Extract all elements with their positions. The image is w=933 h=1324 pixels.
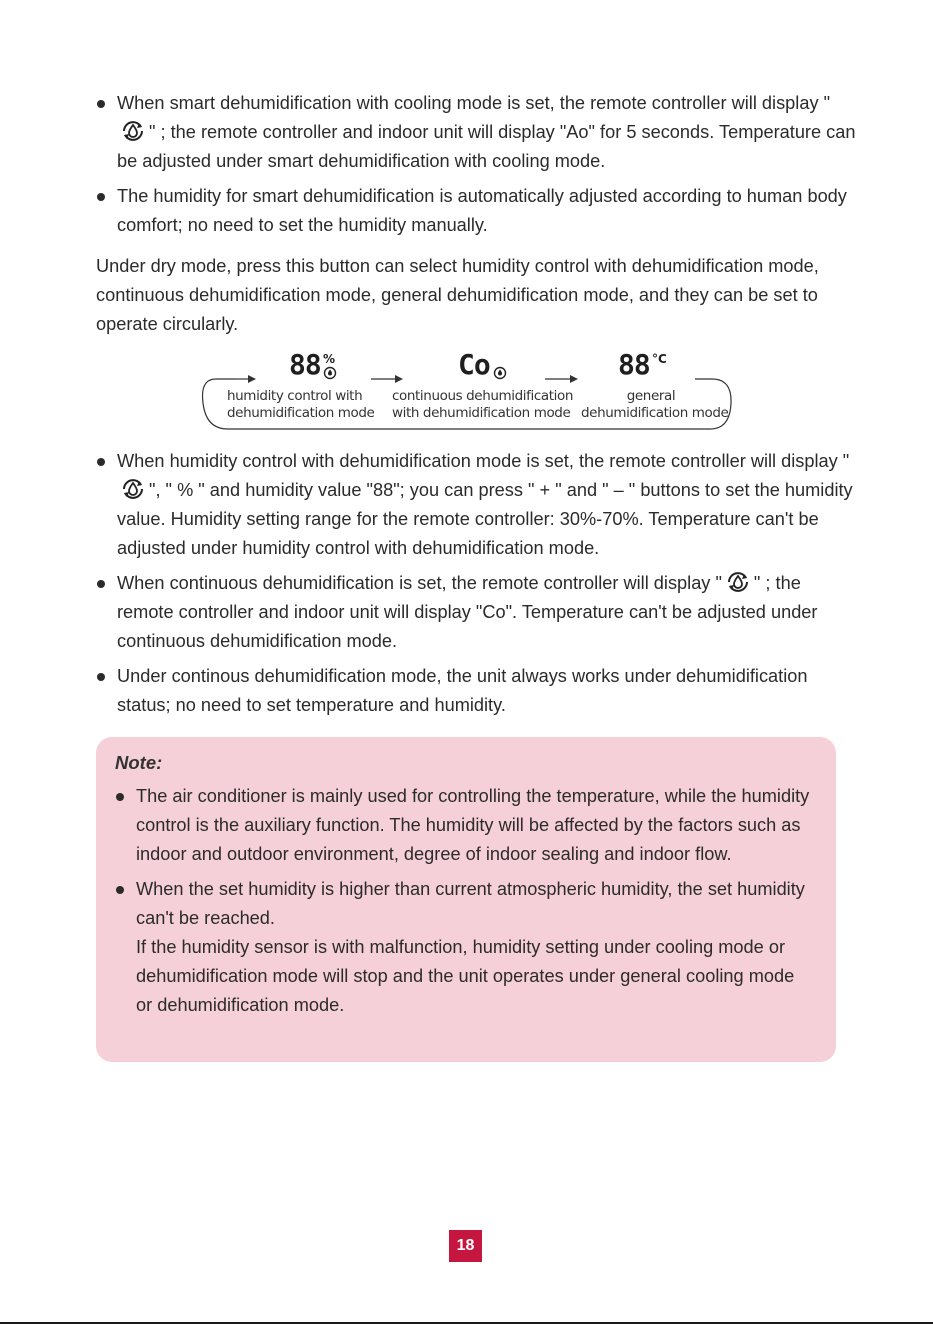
dehumidify-icon xyxy=(119,477,147,501)
label-continuous xyxy=(392,388,573,422)
note-title: Note: xyxy=(115,752,163,773)
label-line: humidity control with xyxy=(227,388,363,404)
mode-bullet-list xyxy=(96,447,856,726)
bullet-text: " ; the remote controller and indoor unit will display "Co". Temperature can't be adjusted under continuous dehumidification mode. xyxy=(117,573,818,651)
bullet-text: ", " % " and humidity value "88"; you can press " + " and " – " buttons to set the humidity value. Humidity setting range for the remote controller: 30%-70%. Temperature can't be adjusted under humidity control with dehumidification mode. xyxy=(117,480,853,558)
bullet-text: When humidity control with dehumidification mode is set, the remote controller will display " xyxy=(117,451,850,471)
label-line: continuous dehumidification xyxy=(392,388,574,404)
mode-cycle-diagram xyxy=(200,345,735,433)
bullet-text: Under continous dehumidification mode, the unit always works under dehumidification status; no need to set temperature and humidity. xyxy=(117,666,808,715)
dehumidify-icon xyxy=(493,366,507,380)
top-bullet-list xyxy=(96,89,856,246)
bullet-humidity-control-mode xyxy=(96,447,856,563)
note-extra-paragraph: If the humidity sensor is with malfunction, humidity setting under cooling mode or dehumidification mode will stop and the unit operates under general cooling mode or dehumidification mode. xyxy=(136,937,795,1015)
page-number: 18 xyxy=(449,1230,482,1262)
note-bullet xyxy=(115,875,815,1020)
note-bullet-list xyxy=(115,782,815,1020)
dehumidify-icon xyxy=(724,570,752,594)
note-box xyxy=(96,737,836,1062)
bullet-smart-dehumidification xyxy=(96,89,856,176)
label-line: dehumidification mode xyxy=(227,405,375,421)
label-line: with dehumidification mode xyxy=(392,405,571,421)
dehumidify-icon xyxy=(323,366,337,380)
bullet-text: The humidity for smart dehumidification is automatically adjusted according to human body comfort; no need to set the humidity manually. xyxy=(117,186,847,235)
bullet-continuous-mode xyxy=(96,569,856,656)
bullet-text: " ; the remote controller and indoor unit will display "Ao" for 5 seconds. Temperature can be adjusted under smart dehumidification with cooling mode. xyxy=(117,122,856,171)
bullet-text: When continuous dehumidification is set, the remote controller will display " xyxy=(117,573,722,593)
label-line: general xyxy=(626,388,676,404)
display-continuous-code: Co xyxy=(458,348,490,381)
dry-mode-paragraph: Under dry mode, press this button can select humidity control with dehumidification mode, continuous dehumidification mode, general dehumidification mode, and they can be set to operate circularly. xyxy=(96,256,819,334)
label-line: dehumidification mode xyxy=(581,405,729,421)
note-bullet xyxy=(115,782,815,869)
label-humidity-control xyxy=(227,388,374,422)
dehumidify-icon xyxy=(119,119,147,143)
bullet-continuous-status xyxy=(96,662,856,720)
display-humidity-value: 88 xyxy=(289,348,321,381)
bullet-humidity-auto xyxy=(96,182,856,240)
display-temperature-value: 88 xyxy=(618,348,650,381)
percent-unit: % xyxy=(323,352,336,366)
note-text: The air conditioner is mainly used for controlling the temperature, while the humidity control is the auxiliary function. The humidity will be affected by the factors such as indoor and outdoor environment, degree of indoor sealing and indoor flow. xyxy=(136,786,810,864)
label-general xyxy=(581,388,729,422)
bullet-text: When smart dehumidification with cooling mode is set, the remote controller will display " xyxy=(117,93,831,113)
note-text: When the set humidity is higher than current atmospheric humidity, the set humidity can't be reached. xyxy=(136,879,805,928)
celsius-unit: °C xyxy=(652,352,667,366)
